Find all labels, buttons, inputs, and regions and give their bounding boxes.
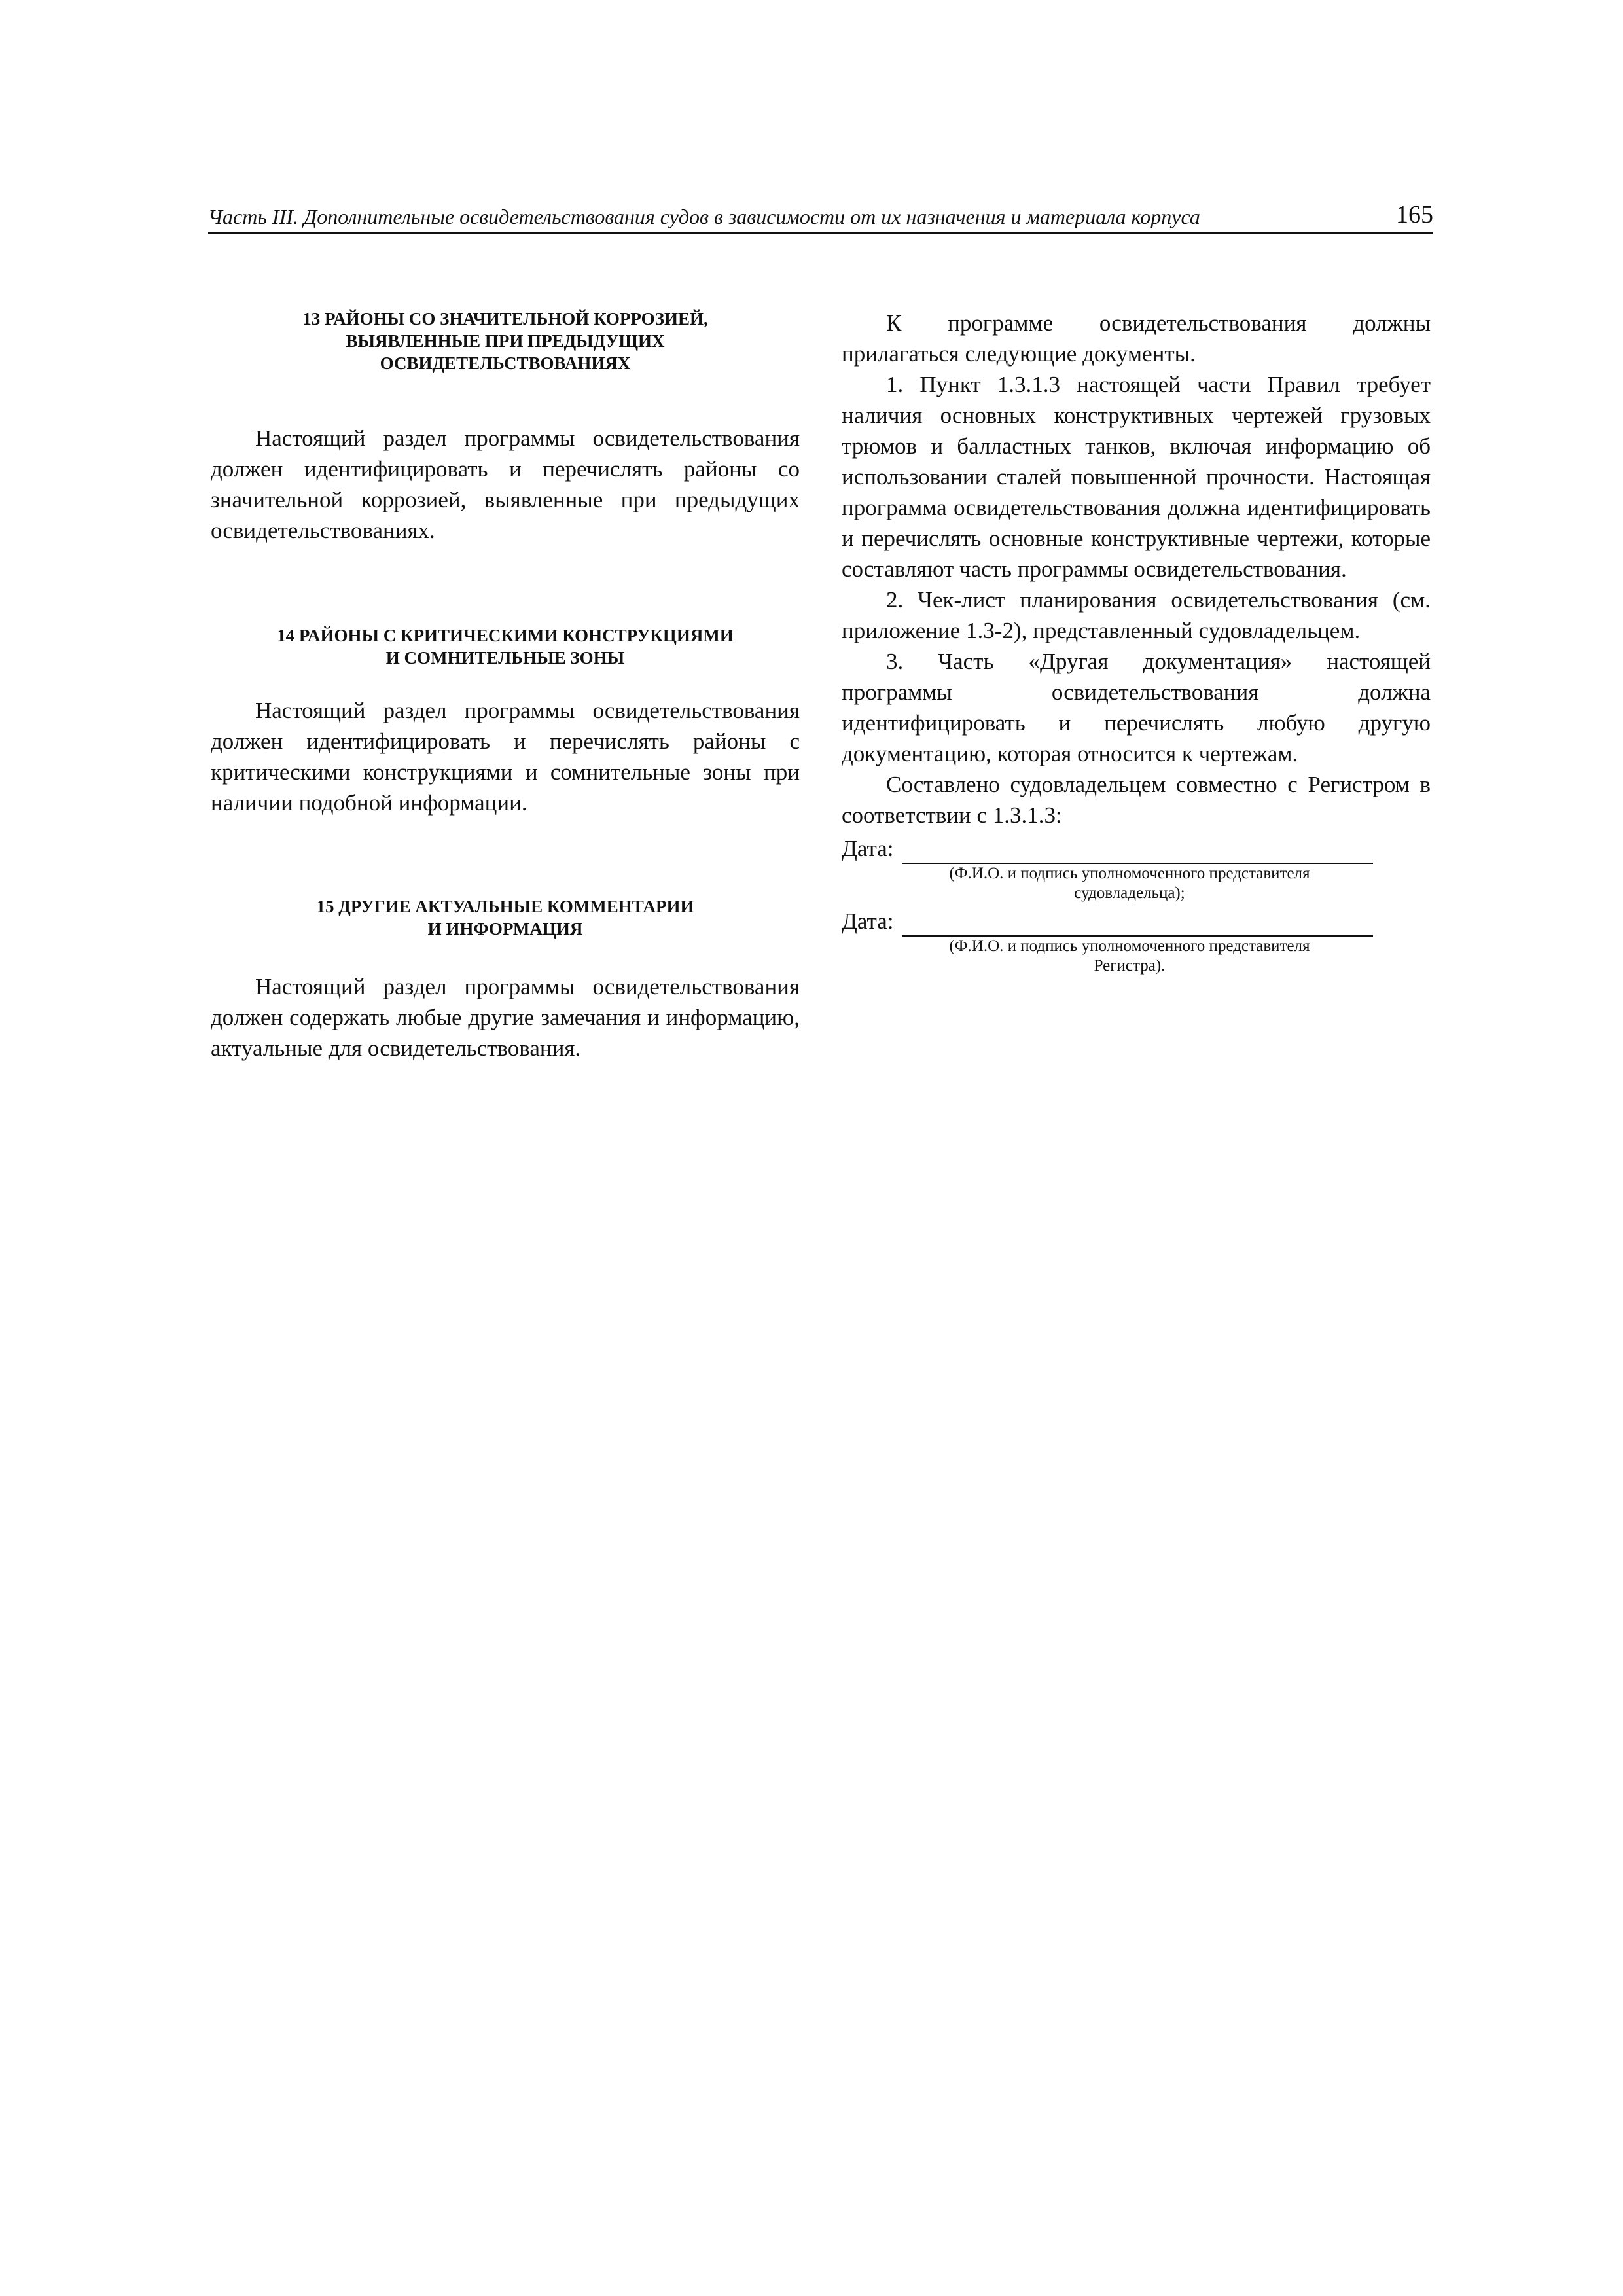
signature-line-owner: [842, 833, 1431, 864]
section-15-text: Настоящий раздел программы освидетельствования должен содержать любые другие замечания и информацию, актуальные для освидетельствования.: [211, 974, 800, 1061]
signature-caption-register: (Ф.И.О. и подпись уполномоченного представителя Регистра).: [949, 937, 1310, 975]
section-13-text: Настоящий раздел программы освидетельствования должен идентифицировать и перечислять районы со значительной коррозией, выявленные при предыдущих освидетельствованиях.: [211, 425, 800, 543]
left-column: [211, 308, 800, 1064]
item-3-paragraph: 3. Часть «Другая документация» настоящей программы освидетельствования должна идентифицировать и перечислять любую другую документацию, которая относится к чертежам.: [842, 649, 1431, 766]
section-13-heading: 13 РАЙОНЫ СО ЗНАЧИТЕЛЬНОЙ КОРРОЗИЕЙ, ВЫЯВЛЕННЫЕ ПРИ ПРЕДЫДУЩИХ ОСВИДЕТЕЛЬСТВОВАНИЯХ: [302, 309, 708, 373]
item-1-paragraph: 1. Пункт 1.3.1.3 настоящей части Правил требует наличия основных конструктивных чертежей грузовых трюмов и балластных танков, включая информацию об использовании сталей повышенной прочности. Настоящая программа освидетельствования должна идентифицировать и перечислять основные конструктивные чертежи, которые составляют часть программы освидетельствования.: [842, 372, 1431, 582]
signature-line-register: [842, 906, 1431, 937]
intro-paragraph: К программе освидетельствования должны прилагаться следующие документы.: [842, 310, 1431, 367]
header-title: Часть III. Дополнительные освидетельствования судов в зависимости от их назначения и материала корпуса: [208, 205, 1200, 228]
section-14-text: Настоящий раздел программы освидетельствования должен идентифицировать и перечислять районы с критическими конструкциями и сомнительные зоны при наличии подобной информации.: [211, 698, 800, 816]
section-14-heading: 14 РАЙОНЫ С КРИТИЧЕСКИМИ КОНСТРУКЦИЯМИ И СОМНИТЕЛЬНЫЕ ЗОНЫ: [277, 626, 734, 668]
signature-rule: [902, 913, 1373, 937]
section-15-heading: 15 ДРУГИЕ АКТУАЛЬНЫЕ КОММЕНТАРИИ И ИНФОРМАЦИЯ: [316, 897, 694, 939]
right-column: [842, 308, 1431, 976]
page-number: 165: [1396, 201, 1433, 228]
item-2-paragraph: 2. Чек-лист планирования освидетельствования (см. приложение 1.3-2), представленный судовладельцем.: [842, 587, 1431, 643]
signature-rule: [902, 840, 1373, 864]
composed-paragraph: Составлено судовладельцем совместно с Регистром в соответствии с 1.3.1.3:: [842, 772, 1431, 828]
signature-caption-owner: (Ф.И.О. и подпись уполномоченного представителя судовладельца);: [949, 865, 1310, 902]
date-label: Дата:: [842, 908, 894, 934]
date-label: Дата:: [842, 836, 894, 861]
running-header: [208, 196, 1433, 234]
